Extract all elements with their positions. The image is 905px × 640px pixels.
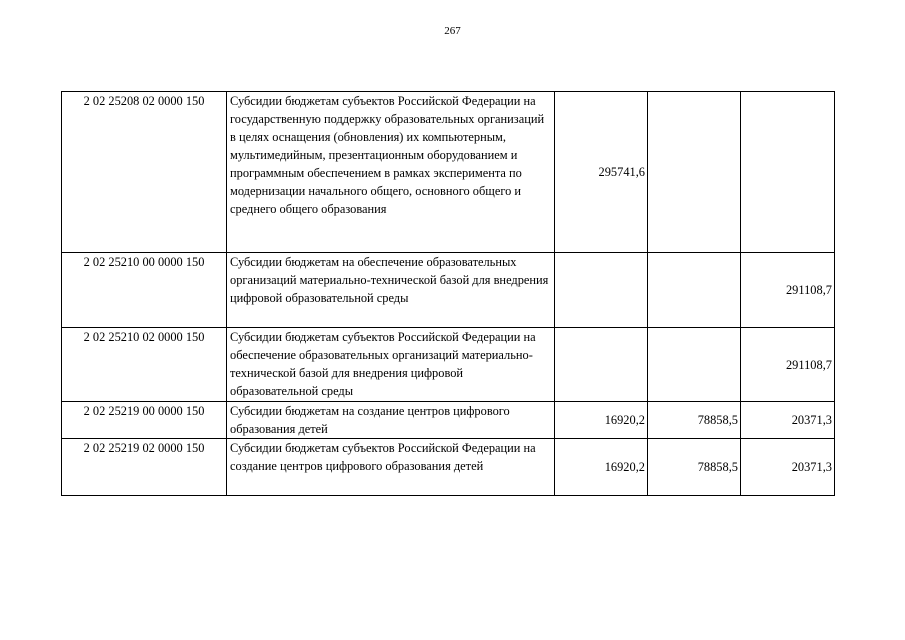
description-cell: Субсидии бюджетам субъектов Российской Федерации на обеспечение образовательных организаций материально-технической базой для внедрения цифровой образовательной среды — [227, 328, 555, 402]
description-cell: Субсидии бюджетам на создание центров цифрового образования детей — [227, 402, 555, 439]
amount-year1-cell: 16920,2 — [555, 402, 648, 439]
amount-year3-cell: 20371,3 — [741, 439, 835, 496]
amount-year1-cell: 295741,6 — [555, 92, 648, 253]
table-row — [62, 92, 835, 253]
amount-year3-cell: 20371,3 — [741, 402, 835, 439]
amount-year1-cell: 16920,2 — [555, 439, 648, 496]
amount-year1-cell — [555, 253, 648, 328]
amount-year3-cell — [741, 92, 835, 253]
description-cell: Субсидии бюджетам субъектов Российской Федерации на создание центров цифрового образования детей — [227, 439, 555, 496]
amount-year3-cell: 291108,7 — [741, 328, 835, 402]
amount-year2-cell: 78858,5 — [648, 439, 741, 496]
budget-code-cell: 2 02 25219 02 0000 150 — [62, 439, 227, 496]
page-number: 267 — [444, 25, 461, 37]
amount-year2-cell — [648, 253, 741, 328]
description-cell: Субсидии бюджетам субъектов Российской Федерации на государственную поддержку образовательных организаций в целях оснащения (обновления) их компьютерным, мультимедийным, презентационным оборудованием и программным обеспечением в рамках эксперимента по модернизации начального общего, основного общего и среднего общего образования — [227, 92, 555, 253]
budget-code-cell: 2 02 25210 02 0000 150 — [62, 328, 227, 402]
budget-code-cell: 2 02 25208 02 0000 150 — [62, 92, 227, 253]
amount-year2-cell — [648, 92, 741, 253]
amount-year2-cell: 78858,5 — [648, 402, 741, 439]
description-cell: Субсидии бюджетам на обеспечение образовательных организаций материально-технической базой для внедрения цифровой образовательной среды — [227, 253, 555, 328]
amount-year3-cell: 291108,7 — [741, 253, 835, 328]
table-row — [62, 439, 835, 496]
budget-code-cell: 2 02 25219 00 0000 150 — [62, 402, 227, 439]
budget-revenue-table — [61, 91, 835, 496]
amount-year1-cell — [555, 328, 648, 402]
table-row — [62, 253, 835, 328]
table-row — [62, 402, 835, 439]
budget-code-cell: 2 02 25210 00 0000 150 — [62, 253, 227, 328]
table-row — [62, 328, 835, 402]
amount-year2-cell — [648, 328, 741, 402]
